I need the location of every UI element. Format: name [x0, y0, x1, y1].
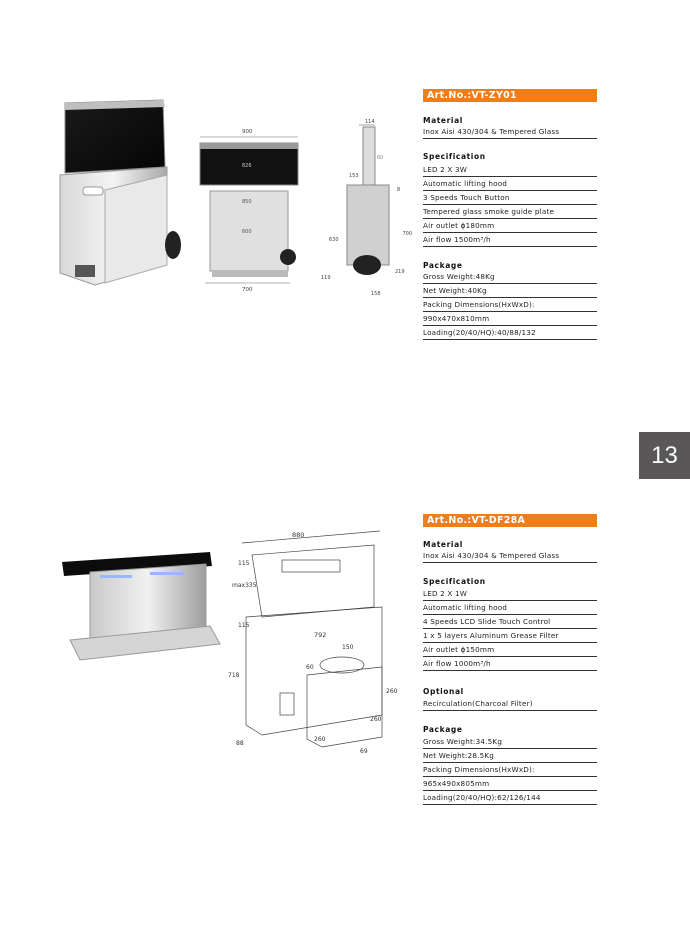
- optional-line: Recirculation(Charcoal Filter): [423, 697, 597, 711]
- svg-text:114: 114: [365, 119, 375, 125]
- svg-text:260: 260: [386, 688, 398, 695]
- svg-text:826: 826: [242, 163, 252, 169]
- svg-text:792: 792: [314, 631, 327, 639]
- svg-text:119: 119: [321, 275, 331, 281]
- art-no-vt-df28a: Art.No.:VT-DF28A: [423, 514, 597, 527]
- material-title: Material: [423, 116, 463, 125]
- spec-line: Automatic lifting hood: [423, 177, 597, 191]
- svg-text:700: 700: [402, 231, 412, 237]
- svg-text:219: 219: [395, 269, 405, 275]
- svg-text:153: 153: [349, 173, 359, 179]
- optional-title: Optional: [423, 687, 464, 696]
- package-line: Gross Weight:34.5Kg: [423, 735, 597, 749]
- package-line: Loading(20/40/HQ):40/88/132: [423, 326, 597, 340]
- svg-text:880: 880: [292, 531, 305, 539]
- svg-text:115: 115: [238, 622, 250, 629]
- svg-text:700: 700: [242, 287, 253, 293]
- dimension-drawing-vt-df28a: [222, 525, 407, 760]
- svg-text:158: 158: [371, 291, 381, 297]
- spec-line: 4 Speeds LCD Slide Touch Control: [423, 615, 597, 629]
- svg-text:8: 8: [397, 187, 401, 193]
- svg-text:260: 260: [370, 716, 382, 723]
- art-no-vt-zy01: Art.No.:VT-ZY01: [423, 89, 597, 102]
- svg-text:60: 60: [377, 155, 384, 161]
- svg-text:max335: max335: [232, 582, 257, 589]
- package-title: Package: [423, 725, 463, 734]
- material-line: Inox Aisi 430/304 & Tempered Glass: [423, 125, 597, 139]
- svg-text:60: 60: [306, 664, 314, 671]
- package-line: 965x490x805mm: [423, 777, 597, 791]
- package-line: Net Weight:40Kg: [423, 284, 597, 298]
- svg-text:850: 850: [242, 199, 252, 205]
- svg-text:630: 630: [329, 237, 339, 243]
- package-line: 990x470x810mm: [423, 312, 597, 326]
- spec-line: Air outlet ϕ150mm: [423, 643, 597, 657]
- specification-title: Specification: [423, 577, 486, 586]
- page-number-tab: 13: [639, 432, 690, 479]
- package-line: Net Weight:28.5Kg: [423, 749, 597, 763]
- svg-text:718: 718: [228, 672, 240, 679]
- package-line: Gross Weight:48Kg: [423, 270, 597, 284]
- svg-text:88: 88: [236, 740, 244, 747]
- svg-text:115: 115: [238, 560, 250, 567]
- spec-line: LED 2 X 3W: [423, 163, 597, 177]
- spec-line: LED 2 X 1W: [423, 587, 597, 601]
- svg-text:150: 150: [342, 644, 354, 651]
- svg-text:69: 69: [360, 748, 368, 755]
- product-photo-vt-df28a: [60, 548, 225, 668]
- spec-line: Air flow 1500m³/h: [423, 233, 597, 247]
- package-line: Packing Dimensions(HxWxD):: [423, 763, 597, 777]
- material-title: Material: [423, 540, 463, 549]
- svg-text:260: 260: [314, 736, 326, 743]
- package-line: Packing Dimensions(HxWxD):: [423, 298, 597, 312]
- package-title: Package: [423, 261, 463, 270]
- spec-line: Tempered glass smoke guide plate: [423, 205, 597, 219]
- side-dimension-drawing-vt-zy01: [315, 115, 415, 300]
- specification-title: Specification: [423, 152, 486, 161]
- material-line: Inox Aisi 430/304 & Tempered Glass: [423, 549, 597, 563]
- front-dimension-drawing-vt-zy01: [190, 125, 310, 295]
- svg-text:600: 600: [242, 229, 252, 235]
- spec-line: 3 Speeds Touch Button: [423, 191, 597, 205]
- product-photo-vt-zy01: [55, 95, 185, 295]
- svg-text:900: 900: [242, 129, 253, 135]
- spec-line: Air flow 1000m³/h: [423, 657, 597, 671]
- spec-line: 1 x 5 layers Aluminum Grease Filter: [423, 629, 597, 643]
- spec-line: Air outlet ϕ180mm: [423, 219, 597, 233]
- spec-line: Automatic lifting hood: [423, 601, 597, 615]
- package-line: Loading(20/40/HQ):62/126/144: [423, 791, 597, 805]
